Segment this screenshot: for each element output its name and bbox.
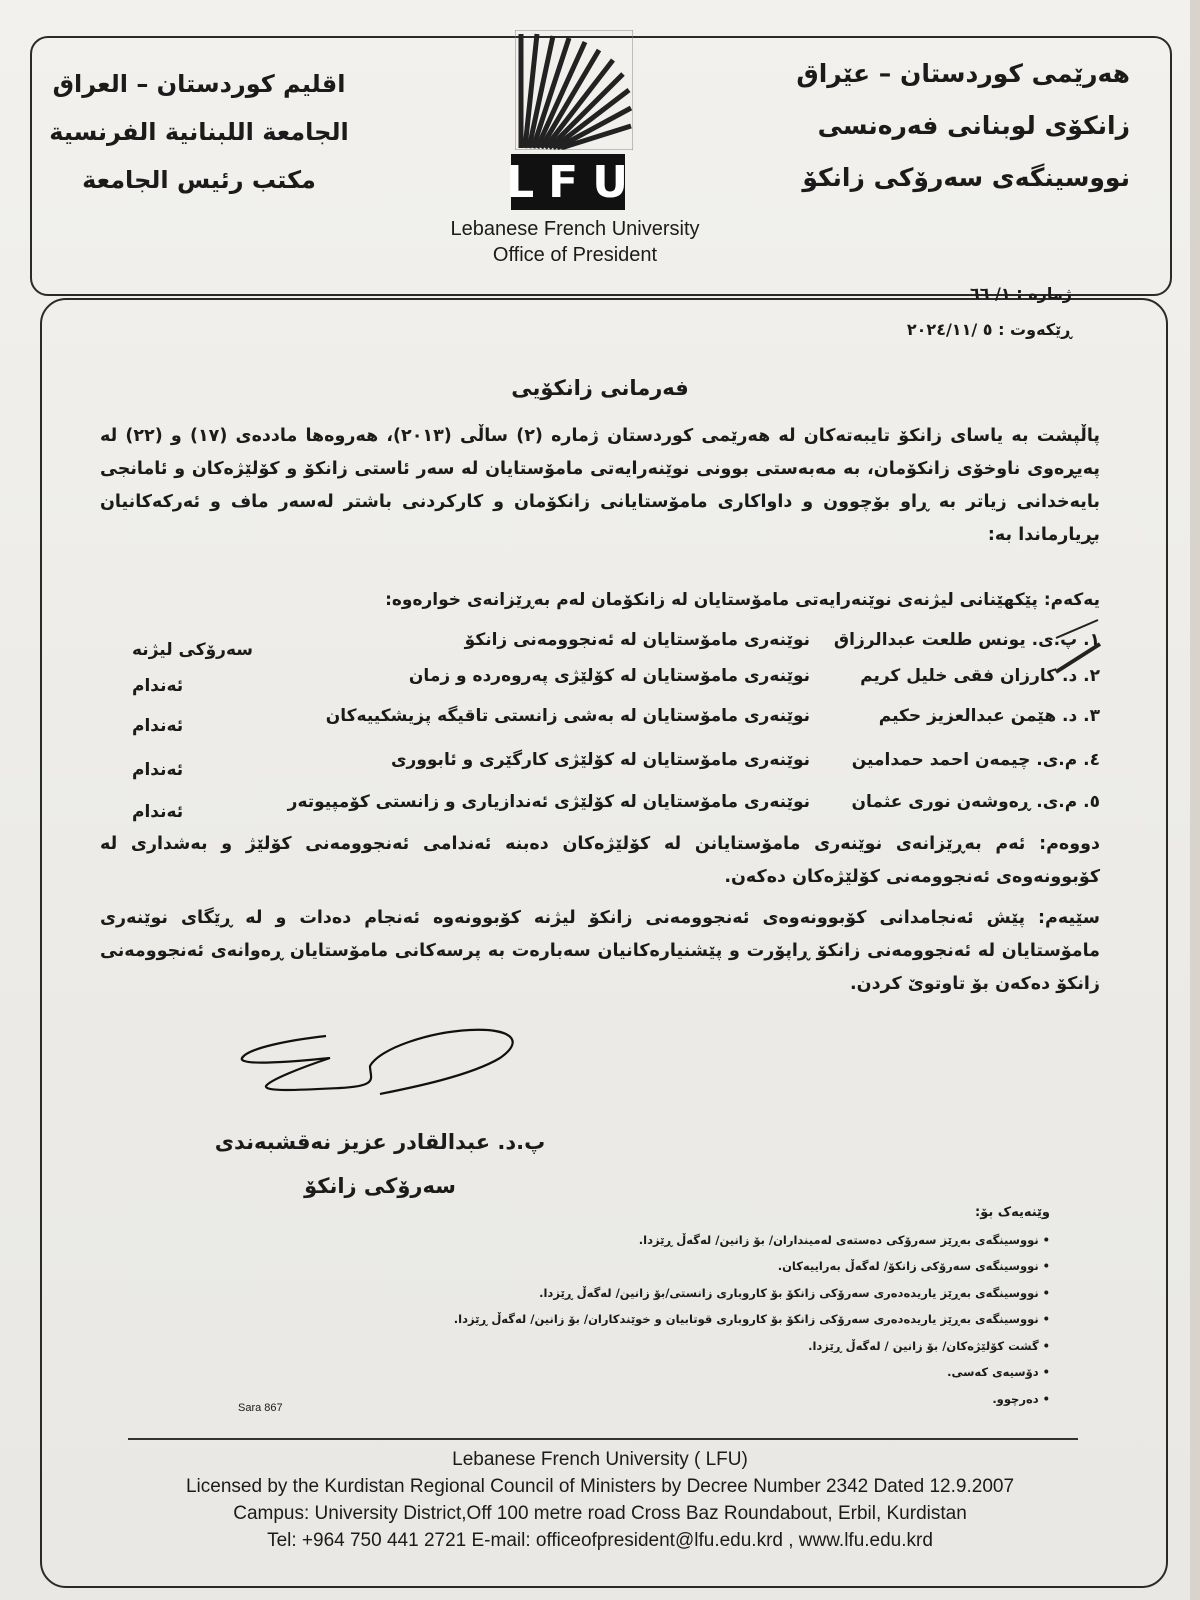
member-role: نوێنەری مامۆستایان لە کۆلێژی ئەندازیاری و زانستی کۆمپیوتەر [287,792,810,812]
kurdish-office-line: نووسینگەی سەرۆکی زانکۆ [802,163,1130,192]
member-name: ٢. د. کارزان فقی خلیل کریم [860,666,1100,686]
sunburst-logo-icon [515,30,633,150]
arabic-university-line: الجامعة اللبنانية الفرنسية [49,118,349,146]
member-position: ئەندام [132,716,184,736]
kurdish-letterhead [750,48,1130,204]
member-position: ئەندام [132,802,184,822]
decree-intro: پاڵپشت بە یاسای زانکۆ تایبەتەکان لە هەرێمی کوردستان ژمارە (٢) ساڵی (٢٠١٣)، هەروەها ماددەی (١٧) و (٢٢) لە پەیڕەوی ناوخۆی زانکۆمان، بە مەبەستی بوونی نوێنەرایەتی مامۆستایان لە سەر ئاستی زانکۆ و کۆلێژەکان و ئامانجی بایەخدانی زیاتر بە ڕاو بۆچوون و داواکاری مامۆستایانی زانکۆمان و کارکردنی باشتر لەسەر ماف و ئەرکەکانیان بڕیارماندا بە: [100,426,1100,545]
letter-footer [150,1446,1050,1554]
signature-icon [230,1018,530,1118]
member-position: ئەندام [132,760,184,780]
copy-to-item: • نووسینگەی بەڕێز یاریدەدەری سەرۆکی زانکۆ بۆ کاروباری قوتابیان و خوێندکاران/ بۆ زانین/ لەگەڵ ڕێزدا. [453,1312,1050,1326]
copy-to-item: • نووسینگەی بەڕێز یاریدەدەری سەرۆکی زانکۆ بۆ کاروباری زانستی/بۆ زانین/ لەگەڵ ڕێزدا. [539,1285,1050,1300]
arabic-office-line: مكتب رئيس الجامعة [82,166,316,194]
lfu-logo-text: LFU [511,154,625,210]
footer-divider [128,1438,1078,1440]
copy-to-title: وێنەیەک بۆ: [975,1205,1050,1220]
kurdish-university-line: زانکۆی لوبنانی فەرەنسی [817,111,1130,140]
copy-to-item: • گشت کۆلێژەکان/ بۆ زانین / لەگەڵ ڕێزدا. [808,1338,1050,1353]
english-letterhead [410,216,740,268]
committee-member [80,630,1100,662]
typist-reference: Sara 867 [238,1402,283,1414]
member-role: نوێنەری مامۆستایان لە کۆلێژی کارگێری و ئابووری [390,750,810,770]
copy-to-item: • دەرچوو. [992,1391,1050,1406]
member-position: ئەندام [132,676,184,696]
member-name: ١. پ.ی. یونس طلعت عبدالرزاق [833,630,1100,650]
copy-to-item: • دۆسیەی کەسی. [947,1365,1050,1379]
decree-article-second: دووەم: ئەم بەڕێزانەی نوێنەری مامۆستایانن لە کۆلێژەکان دەبنە ئەندامی ئەنجوومەنی کۆلێژ و بەشداری لە کۆبوونەوەی ئەنجوومەنی کۆلێژەکان دەکەن. [100,834,1100,887]
member-position: سەرۆکی لیژنە [132,640,253,660]
decree-article-first: یەکەم: پێکهێنانی لیژنەی نوێنەرایەتی مامۆستایان لە زانکۆمان لەم بەڕێزانەی خوارەوە: [385,590,1100,610]
committee-member [80,666,1100,698]
copy-to-item: • نووسینگەی بەڕێز سەرۆکی دەستەی لەمیندارا‌ن/ بۆ زانین/ لەگەڵ ڕێزدا. [638,1232,1050,1247]
copy-to-list [350,1200,1050,1412]
member-name: ٥. م.ی. ڕەوشەن نوری عثمان [851,792,1100,812]
decree-article-third: سێیەم: پێش ئەنجامدانی کۆبوونەوەی ئەنجوومەنی زانکۆ لیژنە کۆبوونەوە ئەنجام دەدات و لە ڕێگای نوێنەری مامۆستایان لە ئەنجوومەنی زانکۆ ڕاپۆرت و پێشنیارەکانیان سەبارەت بە پرسەکانی مامۆستایان ڕەوانەی ئەنجوومەنی زانکۆ دەکەن بۆ تاوتوێ کردن. [100,908,1100,994]
copy-to-item: • نووسینگەی سەرۆکی زانکۆ/ لەگەڵ بەراییەکان. [777,1259,1050,1273]
lfu-logo [505,30,642,210]
committee-member [80,706,1100,738]
decree-title: فەرمانی زانکۆیی [511,376,689,400]
arabic-region-line: اقليم كوردستان – العراق [52,70,346,98]
member-name: ٤. م.ی. چیمەن احمد حمدامین [851,750,1100,770]
committee-member [80,750,1100,782]
reference-number: ژمارە : ١/ ٦٦ [969,284,1072,303]
kurdish-region-line: هەرێمی کوردستان – عێراق [796,59,1130,88]
english-university-name: Lebanese French University [450,218,700,240]
letter-date: ڕێکەوت : ٥ /٢٠٢٤/١١ [906,320,1072,339]
arabic-letterhead [34,60,364,204]
signatory-block [190,1120,570,1208]
english-office-name: Office of President [492,244,658,266]
check-mark-icon [1052,616,1102,676]
member-name: ٣. د. هێمن عبدالعزیز حکیم [878,706,1100,726]
footer-license: Licensed by the Kurdistan Regional Council of Ministers by Decree Number 2342 Dated 12.9.2007 [185,1476,1015,1497]
footer-university: Lebanese French University ( LFU) [452,1449,748,1470]
committee-member [80,792,1100,824]
signatory-title: سەرۆکی زانکۆ [304,1174,456,1198]
member-role: نوێنەری مامۆستایان لە ئەنجوومەنی زانکۆ [464,630,810,650]
member-role: نوێنەری مامۆستایان لە کۆلێژی پەروەردە و زمان [408,666,810,686]
footer-address: Campus: University District,Off 100 metre road Cross Baz Roundabout, Erbil, Kurdistan [233,1503,967,1524]
footer-contact: Tel: +964 750 441 2721 E-mail: officeofpresident@lfu.edu.krd , www.lfu.edu.krd [267,1530,933,1551]
member-role: نوێنەری مامۆستایان لە بەشی زانستی تاقیگە پزیشکییەکان [325,706,810,726]
signatory-name: پ.د. عبدالقادر عزیز نەقشبەندی [214,1130,546,1154]
